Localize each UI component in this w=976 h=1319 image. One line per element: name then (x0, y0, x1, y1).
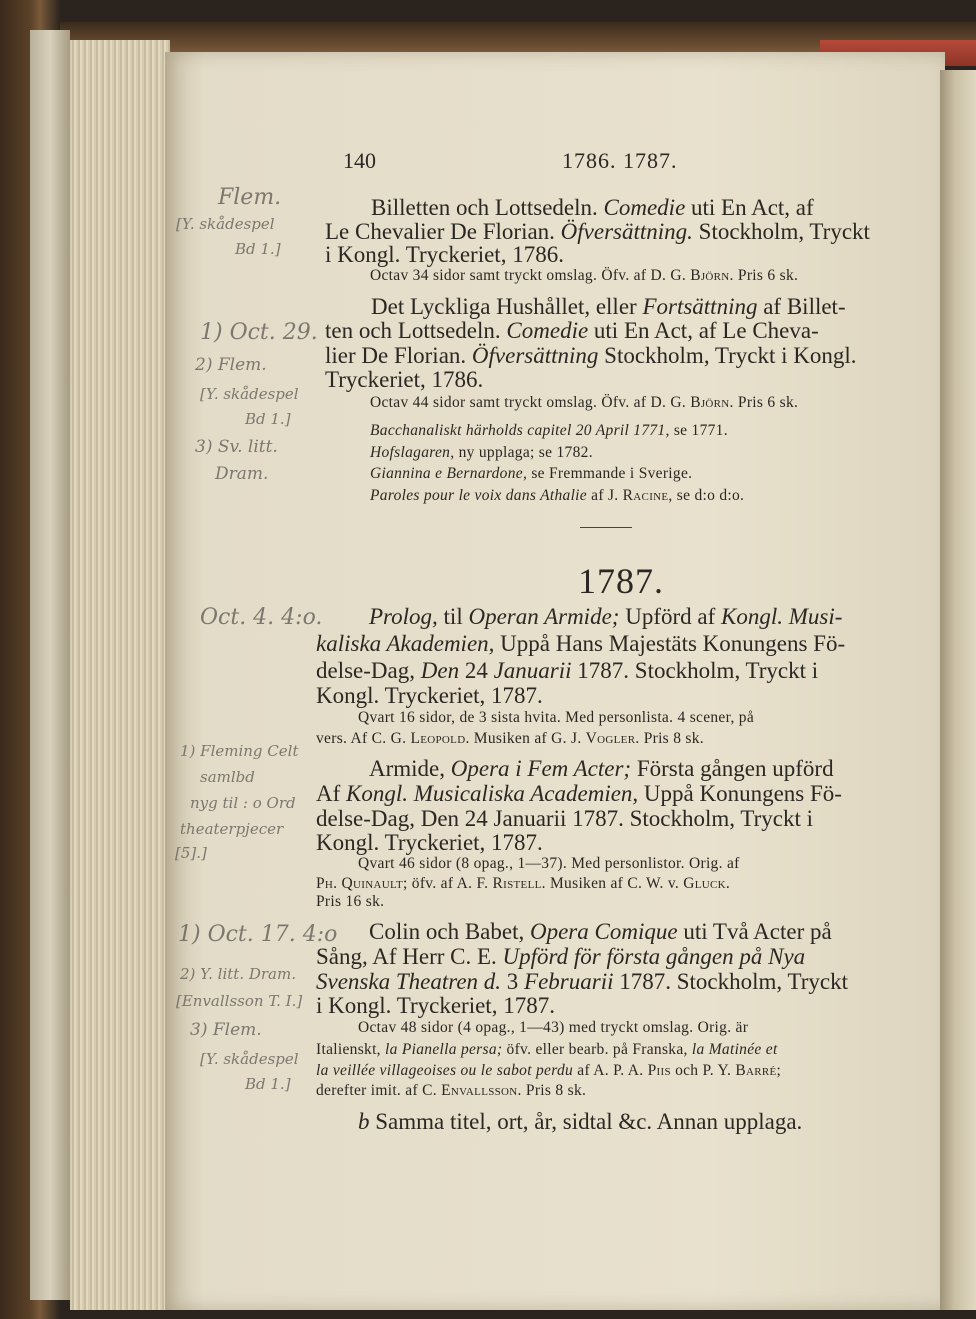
marginalia-14: theaterpjecer (180, 820, 284, 838)
entry-armide-note2: Ph. Quinault; öfv. af A. F. Ristell. Musiken af C. W. v. Gluck. (316, 875, 731, 892)
entry-colin-line4: i Kongl. Tryckeriet, 1787. (316, 993, 555, 1018)
entry-prolog-note1: Qvart 16 sidor, de 3 sista hvita. Med personlista. 4 scener, på (358, 709, 755, 726)
year-heading: 1787. (578, 561, 664, 601)
marginalia-12: samlbd (200, 768, 255, 786)
marginalia-18: [Envallsson T. I.] (176, 992, 303, 1010)
facing-page-edge (940, 70, 976, 1310)
marginalia-16: 1) Oct. 17. 4:o (178, 922, 338, 947)
marginalia-8: 3) Sv. litt. (195, 437, 278, 457)
entry-armide-line2: Af Kongl. Musicaliska Academien, Uppå Konungens Fö- (316, 781, 842, 806)
entry-armide-line4: Kongl. Tryckeriet, 1787. (316, 830, 543, 855)
entry-billetten-line3: i Kongl. Tryckeriet, 1786. (325, 242, 564, 267)
entry-prolog-note2: vers. Af C. G. Leopold. Musiken af G. J. Vogler. Pris 8 sk. (316, 730, 704, 747)
entry-billetten-line1: Billetten och Lottsedeln. Comedie uti En Act, af (371, 195, 814, 220)
ref-line-3: Giannina e Bernardone, se Fremmande i Sverige. (370, 465, 693, 482)
entry-prolog-line2: kaliska Akademien, Uppå Hans Majestäts Konungens Fö- (316, 631, 846, 656)
marginalia-11: 1) Fleming Celt (180, 742, 299, 760)
entry-colin-note1: Octav 48 sidor (4 opag., 1—43) med tryckt omslag. Orig. är (358, 1019, 749, 1036)
marginalia-21: Bd 1.] (245, 1075, 291, 1093)
entry-prolog-line3: delse-Dag, Den 24 Januarii 1787. Stockholm, Tryckt i (316, 658, 819, 683)
page-edges (70, 40, 170, 1310)
entry-colin-note2: Italienskt, la Pianella persa; öfv. eller bearb. på Franska, la Matinée et (316, 1041, 778, 1058)
entry-variant-b: b Samma titel, ort, år, sidtal &c. Annan upplaga. (358, 1109, 803, 1134)
marginalia-17: 2) Y. litt. Dram. (180, 965, 296, 983)
ref-line-2: Hofslagaren, ny upplaga; se 1782. (370, 444, 593, 461)
marginalia-13: nyg til : o Ord (190, 794, 296, 812)
entry-prolog-line4: Kongl. Tryckeriet, 1787. (316, 683, 543, 708)
marginalia-10: Oct. 4. 4:o. (200, 605, 323, 630)
entry-colin-note3: la veillée villageoises ou le sabot perdu af A. P. A. Piis och P. Y. Barré; (316, 1062, 782, 1079)
entry-billetten-line2: Le Chevalier De Florian. Öfversättning. Stockholm, Tryckt (325, 219, 870, 244)
entry-hushallet-note: Octav 44 sidor samt tryckt omslag. Öfv. af D. G. Björn. Pris 6 sk. (370, 394, 799, 411)
section-divider (580, 527, 632, 528)
marginalia-15: [5].] (175, 844, 207, 862)
entry-armide-line3: delse-Dag, Den 24 Januarii 1787. Stockholm, Tryckt i (316, 806, 814, 831)
entry-hushallet-line1: Det Lyckliga Hushållet, eller Fortsättning af Billet- (371, 294, 846, 319)
marginalia-5: 2) Flem. (195, 355, 267, 375)
marginalia-4: 1) Oct. 29. (200, 320, 318, 345)
marginalia-20: [Y. skådespel (200, 1050, 299, 1068)
entry-armide-note3: Pris 16 sk. (316, 893, 385, 910)
marginalia-19: 3) Flem. (190, 1020, 262, 1040)
entry-armide-line1: Armide, Opera i Fem Acter; Första gången upförd (369, 756, 834, 781)
entry-colin-line1: Colin och Babet, Opera Comique uti Två Acter på (369, 919, 832, 944)
entry-hushallet-line3: lier De Florian. Öfversättning Stockholm, Tryckt i Kongl. (325, 343, 857, 368)
marginalia-3: Bd 1.] (235, 240, 281, 258)
entry-prolog-line1: Prolog, til Operan Armide; Upförd af Kongl. Musi- (369, 604, 843, 629)
marginalia-6: [Y. skådespel (200, 385, 299, 403)
spine-strip (30, 30, 70, 1300)
marginalia-7: Bd 1.] (245, 410, 291, 428)
page-number: 140 (343, 148, 376, 173)
entry-hushallet-line2: ten och Lottsedeln. Comedie uti En Act, af Le Cheva- (325, 318, 819, 343)
entry-armide-note1: Qvart 46 sidor (8 opag., 1—37). Med personlistor. Orig. af (358, 855, 740, 872)
ref-line-1: Bacchanaliskt härholds capitel 20 April 1771, se 1771. (370, 422, 728, 439)
entry-hushallet-line4: Tryckeriet, 1786. (325, 367, 484, 392)
ref-line-4: Paroles pour le voix dans Athalie af J. Racine, se d:o d:o. (370, 487, 745, 504)
running-head: 1786. 1787. (562, 148, 678, 173)
entry-colin-note4: derefter imit. af C. Envallsson. Pris 8 sk. (316, 1082, 587, 1099)
marginalia-9: Dram. (215, 464, 269, 484)
entry-billetten-note: Octav 34 sidor samt tryckt omslag. Öfv. af D. G. Björn. Pris 6 sk. (370, 267, 799, 284)
entry-colin-line3: Svenska Theatren d. 3 Februarii 1787. Stockholm, Tryckt (316, 969, 848, 994)
marginalia-1: Flem. (218, 185, 282, 210)
marginalia-2: [Y. skådespel (176, 215, 275, 233)
entry-colin-line2: Sång, Af Herr C. E. Upförd för första gången på Nya (316, 944, 806, 969)
